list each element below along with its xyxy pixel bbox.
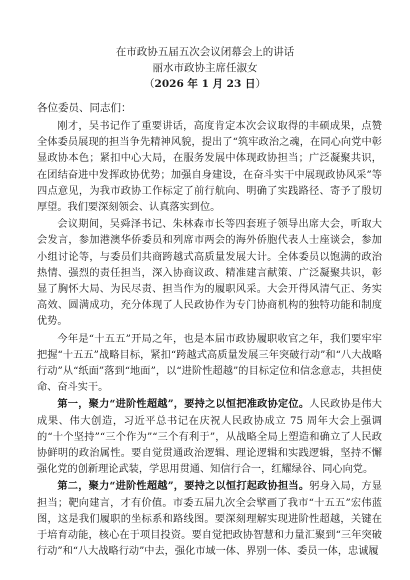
- title-block: [0, 44, 410, 92]
- paragraph: [37, 118, 382, 216]
- paragraph: [37, 478, 382, 560]
- paragraph-lead: 第一，聚力“进阶性超越”，要持之以恒把准政协定位。: [57, 398, 310, 411]
- body-text: [37, 118, 382, 560]
- paragraph: [37, 216, 382, 330]
- paragraph-text: 躬身入局，方显担当；靶向建言，才有价值。市委五届九次全会擘画了我市“十五五”宏伟蓝图，这是我们履职的坐标系和路线图。要深刻理解实现进阶性超越，关键在于培育动能，核心在于项目投资。要自觉把政协智慧和力量汇聚到“三年突破行动”和“八大战略行动”中去，强化市域一体、界别一体、委员一体，忠诚履: [37, 481, 382, 558]
- paragraph-text: 刚才，吴书记作了重要讲话，高度肯定本次会议取得的丰硕成果，点赞全体委员展现的担当争先精神风貌，提出了“筑牢政治之魂，在同心向党中彰显政协本色；紧扣中心大局，在服务发展中体现政协担当；广泛凝聚共识，在团结奋进中发挥政协优势；加强自身建设，在奋斗实干中展现政协风采”等四点意见，为我市政协工作标定了前行航向、明确了实践路径、寄予了殷切厚望。我们要深刻领会、认真落实到位。: [37, 121, 382, 214]
- date-line: [0, 76, 410, 92]
- speech-title: 在市政协五届五次会议闭幕会上的讲话: [115, 46, 295, 58]
- date-close-paren: ）: [255, 78, 266, 90]
- paragraph-lead: 第二，聚力“进阶性超越”，要持之以恒打起政协担当。: [57, 480, 310, 493]
- paragraph-text: 今年是“十五五”开局之年，也是本届市政协履职收官之年，我们要牢牢把握“十五五”战略目标，紧扣“跨越式高质量发展三年突破行动”和“八大战略行动”从“纸面”落到“地面”，以“进阶性超越”的目标定位和信念意志，共担使命、奋斗实干。: [37, 333, 382, 394]
- paragraph: [37, 331, 382, 397]
- salutation: 各位委员、同志们：: [37, 102, 132, 114]
- date-text: 2026 年 1 月 23 日: [154, 78, 256, 90]
- paragraph-text: 会议期间，吴舜泽书记、朱林森市长等四套班子领导出席大会，听取大会发言，参加港澳华侨委员和列席市两会的海外侨胞代表人士座谈会，参加小组讨论等，与委员们共商跨越式高质量发展大计。全体委员以饱满的政治热情、强烈的责任担当，深入协商议政、精准建言献策、广泛凝聚共识，彰显了胸怀大局、为民尽责、担当作为的履职风采。大会开得风清气正、务实高效、圆满成功，充分体现了人民政协作为专门协商机构的独特功能和制度优势。: [37, 219, 382, 328]
- paragraph-text: 人民政协是伟大成果、伟大创造，习近平总书记在庆祝人民政协成立 75 周年大会上强调的“十个坚持”“三个作为”“三个有利于”，从战略全局上塑造和确立了人民政协鲜明的政治属性。要自觉贯通政治逻辑、理论逻辑和实践逻辑，坚持不懈强化党的创新理论武装，学思用贯通、知信行合一，红耀绿谷、同心向党。: [37, 399, 382, 476]
- speaker-line: 丽水市政协主席任淑女: [152, 62, 258, 74]
- paragraph: [37, 396, 382, 478]
- date-open-paren: （: [144, 78, 155, 90]
